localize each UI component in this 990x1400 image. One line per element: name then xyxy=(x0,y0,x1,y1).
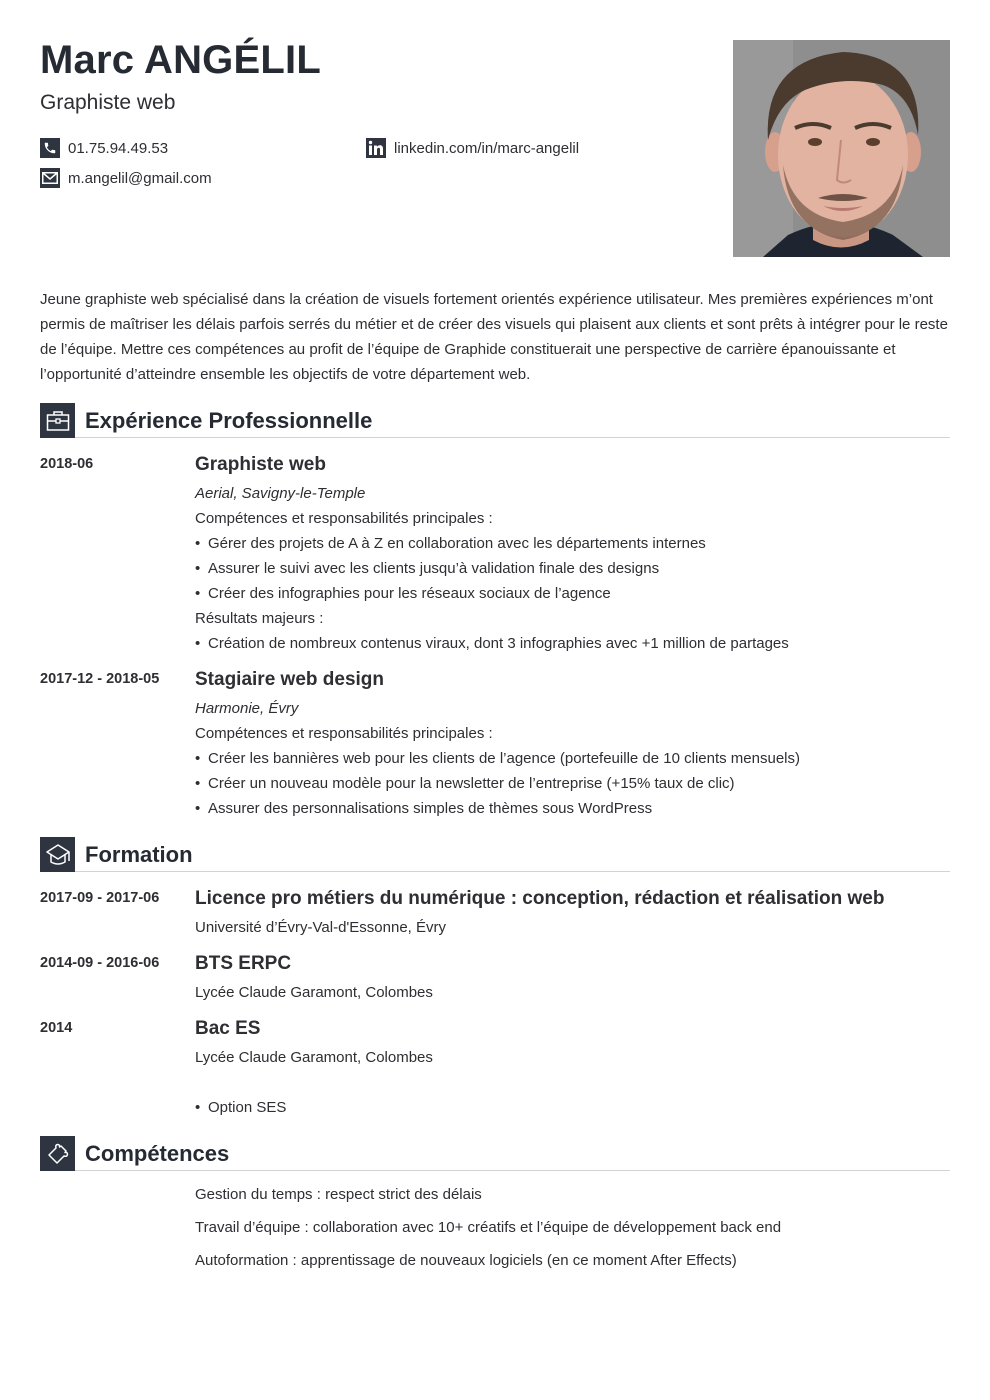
email-link[interactable]: m.angelil@gmail.com xyxy=(68,169,212,187)
section-skills xyxy=(40,1136,950,1171)
phone-number: 01.75.94.49.53 xyxy=(68,139,169,157)
phone-icon xyxy=(40,138,60,158)
skill-item: Gestion du temps : respect strict des délais xyxy=(195,1186,482,1203)
section-experience xyxy=(40,403,950,438)
list-item: • Assurer des personnalisations simples de thèmes sous WordPress xyxy=(195,800,653,817)
contact-linkedin xyxy=(366,138,579,158)
section-title: Compétences xyxy=(85,1141,230,1166)
section-title: Expérience Professionnelle xyxy=(85,408,373,433)
skill-item: Travail d’équipe : collaboration avec 10+ créatifs et l’équipe de développement back end xyxy=(195,1219,782,1236)
entry-title: Stagiaire web design xyxy=(195,669,384,690)
list-item: • Option SES xyxy=(195,1099,287,1116)
responsibilities-label: Compétences et responsabilités principales : xyxy=(195,510,493,527)
list-item: • Créer les bannières web pour les clients de l’agence (portefeuille de 10 clients mensuels) xyxy=(195,750,800,767)
list-item: • Création de nombreux contenus viraux, dont 3 infographies avec +1 million de partages xyxy=(195,635,789,652)
skill-item: Autoformation : apprentissage de nouveaux logiciels (en ce moment After Effects) xyxy=(195,1252,737,1269)
puzzle-icon xyxy=(40,1136,75,1171)
list-item: • Créer un nouveau modèle pour la newsletter de l’entreprise (+15% taux de clic) xyxy=(195,775,735,792)
entry-date: 2014 xyxy=(40,1020,73,1036)
entry-school: Lycée Claude Garamont, Colombes xyxy=(195,1049,433,1066)
entry-title: Graphiste web xyxy=(195,454,326,475)
entry-date: 2017-12 - 2018-05 xyxy=(40,671,160,687)
graduation-cap-icon xyxy=(40,837,75,872)
entry-school: Université d’Évry-Val-d'Essonne, Évry xyxy=(195,919,447,936)
job-title: Graphiste web xyxy=(40,91,176,114)
entry-date: 2018-06 xyxy=(40,456,94,472)
section-title: Formation xyxy=(85,842,193,867)
linkedin-link[interactable]: linkedin.com/in/marc-angelil xyxy=(394,139,580,157)
results-label: Résultats majeurs : xyxy=(195,610,324,627)
section-education xyxy=(40,837,950,872)
list-item: • Créer des infographies pour les réseaux sociaux de l’agence xyxy=(195,585,611,602)
candidate-name: Marc ANGÉLIL xyxy=(40,38,321,82)
entry-company: Harmonie, Évry xyxy=(195,700,299,717)
entry-school: Lycée Claude Garamont, Colombes xyxy=(195,984,433,1001)
list-item: • Assurer le suivi avec les clients jusqu’à validation finale des designs xyxy=(195,560,660,577)
entry-title: Licence pro métiers du numérique : conception, rédaction et réalisation web xyxy=(195,888,885,909)
profile-summary: Jeune graphiste web spécialisé dans la création de visuels fortement orientés expérience utilisateur. Mes premières expériences m’ont permis de maîtriser les délais parfois serrés du métier et de créer des visuels qui plaisent aux clients et sont prêts à intégrer pour le reste de l’équipe. Mettre ces compétences au profit de l’équipe de Graphide constituerait une perspective de carrière épanouissante et l’opportunité d’atteindre ensemble les objectifs de votre département web. xyxy=(40,291,948,383)
contact-email xyxy=(40,168,212,188)
profile-photo xyxy=(733,40,950,257)
entry-date: 2014-09 - 2016-06 xyxy=(40,955,160,971)
list-item: • Gérer des projets de A à Z en collaboration avec les départements internes xyxy=(195,535,706,552)
contact-phone xyxy=(40,138,168,158)
entry-company: Aerial, Savigny-le-Temple xyxy=(195,485,366,502)
entry-date: 2017-09 - 2017-06 xyxy=(40,890,160,906)
entry-title: BTS ERPC xyxy=(195,953,292,974)
entry-title: Bac ES xyxy=(195,1018,261,1039)
linkedin-icon xyxy=(366,138,386,158)
briefcase-icon xyxy=(40,403,75,438)
responsibilities-label: Compétences et responsabilités principales : xyxy=(195,725,493,742)
email-icon xyxy=(40,168,60,188)
